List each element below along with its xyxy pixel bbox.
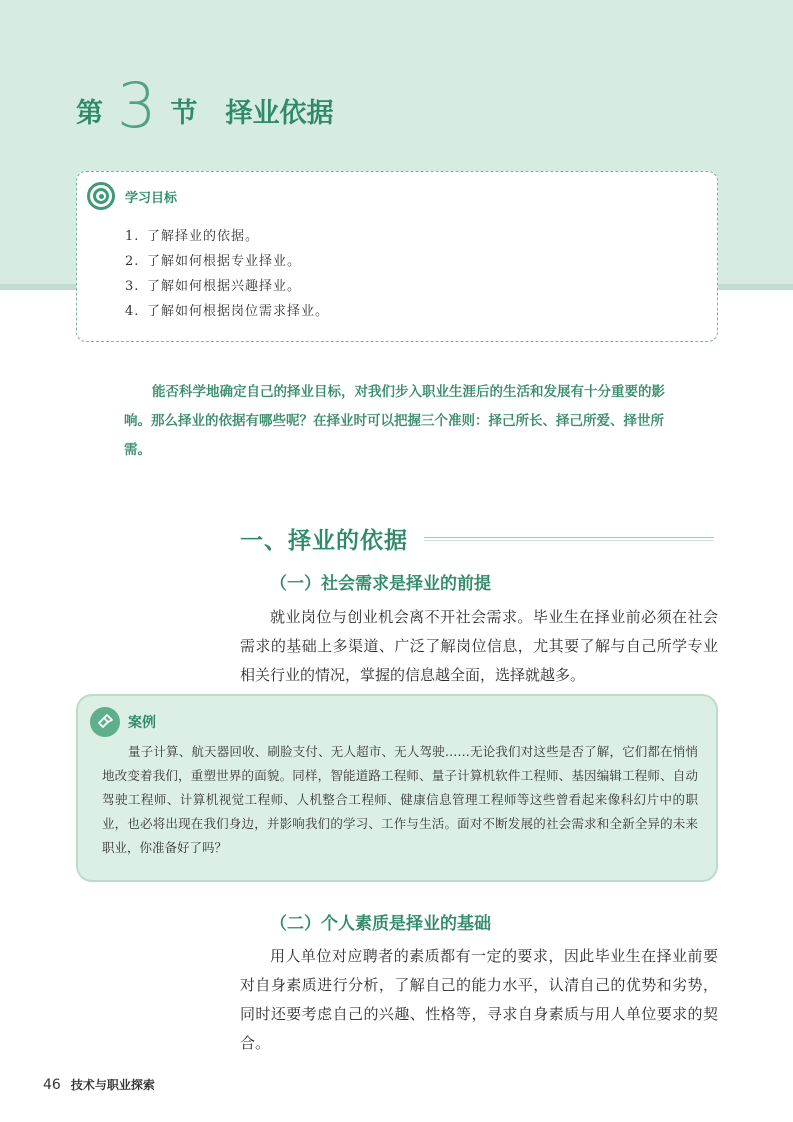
target-icon bbox=[87, 182, 115, 210]
case-text: 量子计算、航天器回收、刷脸支付、无人超市、无人驾驶……无论我们对这些是否了解，它们都在悄悄地改变着我们，重塑世界的面貌。同样，智能道路工程师、量子计算机软件工程师、基因编辑工程师、自动驾驶工程师、计算机视觉工程师、人机整合工程师、健康信息管理工程师等这些曾看起来像科幻片中的职业，也必将出现在我们身边，并影响我们的学习、工作与生活。面对不断发展的社会需求和全新全异的未来职业，你准备好了吗？ bbox=[102, 744, 698, 855]
list-item: 1. 了解择业的依据。 bbox=[125, 229, 260, 244]
section-heading: 一、择业的依据 bbox=[240, 522, 714, 555]
intro-paragraph: 能否科学地确定自己的择业目标，对我们步入职业生涯后的生活和发展有十分重要的影响。那么择业的依据有哪些呢？在择业时可以把握三个准则：择己所长、择己所爱、择世所需。 bbox=[124, 384, 665, 458]
case-box bbox=[76, 694, 718, 882]
chapter-number: 3 bbox=[117, 69, 157, 142]
book-title: 技术与职业探索 bbox=[70, 1078, 155, 1092]
chapter-title bbox=[76, 69, 334, 142]
case-label: 案例 bbox=[128, 715, 156, 731]
page-footer bbox=[43, 1076, 155, 1093]
objectives-title: 学习目标 bbox=[125, 190, 178, 206]
objectives-header bbox=[87, 182, 177, 210]
heading-rule bbox=[424, 537, 714, 541]
learning-objectives-box bbox=[76, 171, 718, 342]
chapter-heading: 择业依据 bbox=[225, 97, 334, 129]
subsection-2-body: 用人单位对应聘者的素质都有一定的要求，因此毕业生在择业前要对自身素质进行分析，了解自己的能力水平，认清自己的优势和劣势，同时还要考虑自己的兴趣、性格等，寻求自身素质与用人单位要求的契合。 bbox=[240, 947, 718, 1052]
objectives-list bbox=[125, 224, 329, 324]
subsection-heading-2: （二）个人素质是择业的基础 bbox=[270, 914, 491, 934]
case-header bbox=[90, 707, 156, 737]
list-item: 3. 了解如何根据兴趣择业。 bbox=[125, 279, 302, 294]
list-item: 2. 了解如何根据专业择业。 bbox=[125, 254, 302, 269]
page-number: 46 bbox=[43, 1077, 61, 1093]
list-item: 4. 了解如何根据岗位需求择业。 bbox=[125, 304, 330, 319]
subsection-1-body: 就业岗位与创业机会离不开社会需求。毕业生在择业前必须在社会需求的基础上多渠道、广泛了解岗位信息，尤其要了解与自己所学专业相关行业的情况，掌握的信息越全面，选择就越多。 bbox=[240, 608, 718, 684]
subsection-heading-1: （一）社会需求是择业的前提 bbox=[270, 574, 491, 594]
case-icon bbox=[90, 707, 120, 737]
chapter-suffix: 节 bbox=[170, 97, 198, 129]
chapter-prefix: 第 bbox=[76, 97, 103, 129]
